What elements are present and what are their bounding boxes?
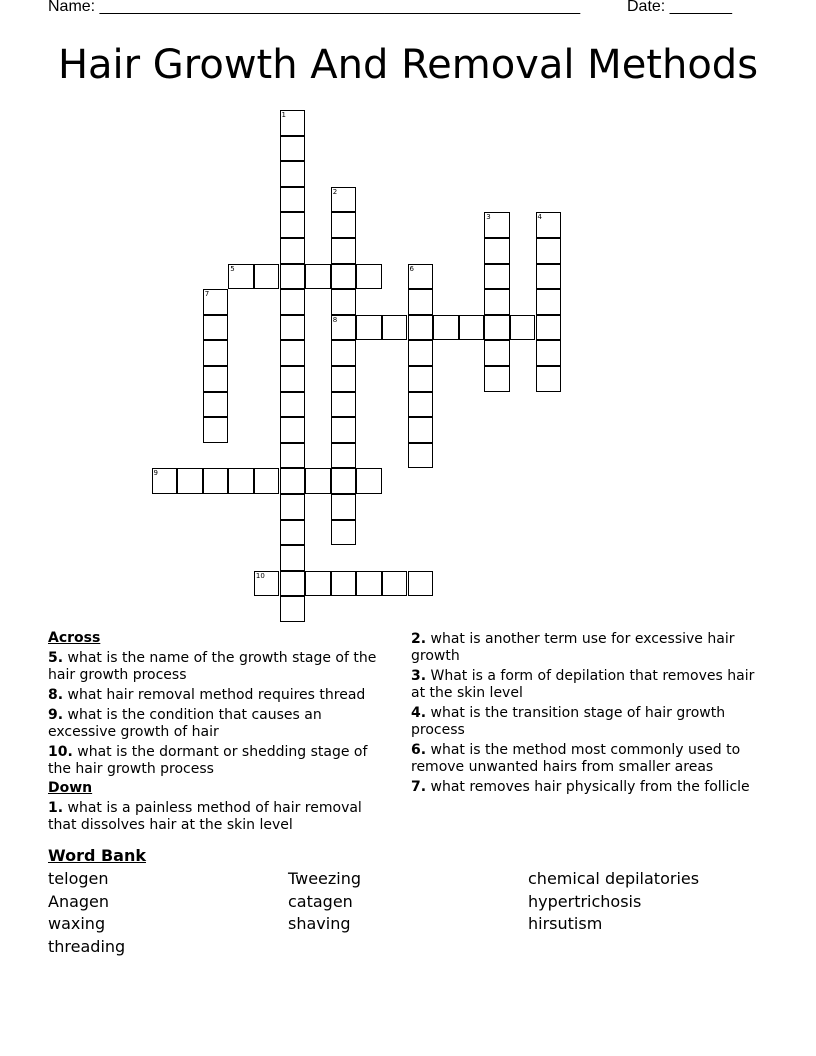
crossword-cell[interactable] [280, 571, 306, 597]
crossword-cell[interactable] [280, 161, 306, 187]
clue-text: what is another term use for excessive hair growth [411, 631, 735, 664]
crossword-cell[interactable] [305, 468, 331, 494]
word-bank [48, 868, 768, 958]
crossword-cell[interactable] [408, 443, 434, 469]
crossword-cell[interactable] [203, 340, 229, 366]
clue-number: 6. [411, 742, 427, 758]
crossword-cell[interactable] [331, 340, 357, 366]
crossword-cell[interactable] [484, 340, 510, 366]
crossword-cell[interactable] [280, 545, 306, 571]
crossword-cell[interactable] [356, 468, 382, 494]
clue-number: 1. [48, 800, 64, 816]
crossword-cell[interactable] [280, 468, 306, 494]
cell-number: 1 [281, 111, 286, 119]
clue-number: 9. [48, 707, 64, 723]
crossword-cell[interactable] [280, 264, 306, 290]
clue-down-3 [411, 668, 761, 702]
crossword-cell[interactable] [280, 494, 306, 520]
clue-text: what is the condition that causes an excessive growth of hair [48, 707, 322, 740]
crossword-cell[interactable] [280, 520, 306, 546]
crossword-cell[interactable] [536, 315, 562, 341]
crossword-cell[interactable] [408, 417, 434, 443]
word-bank-item: waxing [48, 914, 106, 933]
crossword-cell[interactable] [203, 468, 229, 494]
crossword-cell[interactable] [459, 315, 485, 341]
cell-number: 3 [486, 213, 491, 222]
crossword-cell[interactable] [356, 264, 382, 290]
crossword-cell[interactable] [356, 315, 382, 341]
crossword-cell[interactable] [536, 212, 562, 238]
crossword-cell[interactable] [510, 315, 536, 341]
clue-number: 4. [411, 705, 427, 721]
word-bank-item: Anagen [48, 891, 110, 911]
crossword-cell[interactable] [177, 468, 203, 494]
clue-text: what is the transition stage of hair growth process [411, 705, 726, 738]
crossword-cell[interactable] [356, 571, 382, 597]
word-bank-item: chemical depilatories [528, 869, 700, 888]
crossword-cell[interactable] [331, 366, 357, 392]
crossword-cell[interactable] [203, 366, 229, 392]
crossword-cell[interactable] [280, 366, 306, 392]
crossword-cell[interactable] [280, 340, 306, 366]
crossword-cell[interactable] [203, 417, 229, 443]
crossword-cell[interactable] [203, 289, 229, 315]
crossword-cell[interactable] [433, 315, 459, 341]
crossword-cell[interactable] [280, 596, 306, 622]
crossword-cell[interactable] [280, 136, 306, 162]
crossword-cell[interactable] [331, 264, 357, 290]
word-bank-item: catagen [288, 891, 353, 911]
crossword-cell[interactable] [484, 289, 510, 315]
clue-across-9 [48, 707, 393, 741]
crossword-cell[interactable] [203, 315, 229, 341]
crossword-cell[interactable] [280, 392, 306, 418]
word-bank-item: hypertrichosis [528, 891, 642, 911]
crossword-cell[interactable] [331, 443, 357, 469]
crossword-cell[interactable] [331, 468, 357, 494]
clues-left-column [48, 628, 393, 834]
crossword-cell[interactable] [228, 468, 254, 494]
crossword-cell[interactable] [536, 366, 562, 392]
clue-number: 8. [48, 687, 64, 703]
crossword-cell[interactable] [484, 238, 510, 264]
cell-number: 5 [230, 264, 235, 273]
word-bank-item: hirsutism [528, 914, 603, 933]
word-bank-item: shaving [288, 914, 351, 933]
crossword-cell[interactable] [331, 238, 357, 264]
clue-number: 3. [411, 668, 427, 684]
clue-down-1 [48, 800, 393, 834]
crossword-cell[interactable] [382, 571, 408, 597]
crossword-cell[interactable] [254, 571, 280, 597]
crossword-cell[interactable] [484, 264, 510, 290]
crossword-cell[interactable] [331, 571, 357, 597]
clues-right-column [411, 628, 761, 796]
crossword-cell[interactable] [280, 187, 306, 213]
clue-across-5 [48, 650, 393, 684]
clue-down-4 [411, 705, 761, 739]
crossword-cell[interactable] [331, 315, 357, 341]
crossword-cell[interactable] [484, 212, 510, 238]
crossword-cell[interactable] [305, 571, 331, 597]
crossword-cell[interactable] [408, 392, 434, 418]
cell-number: 9 [153, 469, 158, 478]
crossword-cell[interactable] [331, 417, 357, 443]
crossword-cell[interactable] [331, 187, 357, 213]
crossword-cell[interactable] [536, 340, 562, 366]
cell-number: 8 [332, 315, 338, 324]
crossword-cell[interactable] [536, 264, 562, 290]
cell-number: 4 [537, 213, 542, 222]
crossword-cell[interactable] [408, 366, 434, 392]
word-bank-item: telogen [48, 869, 109, 888]
crossword-cell[interactable] [254, 264, 280, 290]
crossword-cell[interactable] [331, 392, 357, 418]
crossword-cell[interactable] [152, 468, 178, 494]
crossword-cell[interactable] [484, 366, 510, 392]
clue-number: 2. [411, 631, 427, 647]
crossword-cell[interactable] [280, 417, 306, 443]
clue-number: 10. [48, 744, 73, 760]
page-title: Hair Growth And Removal Methods [57, 42, 759, 88]
crossword-cell[interactable] [536, 289, 562, 315]
crossword-cell[interactable] [484, 315, 510, 341]
cell-number: 10 [255, 571, 265, 580]
cell-number: 6 [409, 264, 414, 273]
crossword-cell[interactable] [280, 110, 306, 136]
crossword-cell[interactable] [408, 315, 434, 341]
crossword-cell[interactable] [280, 315, 306, 341]
crossword-cell[interactable] [408, 340, 434, 366]
crossword-cell[interactable] [382, 315, 408, 341]
word-bank-item: Tweezing [288, 869, 362, 888]
crossword-cell[interactable] [305, 264, 331, 290]
name-field[interactable]: Name: ______________________________________________________ [48, 0, 581, 15]
crossword-cell[interactable] [254, 468, 280, 494]
crossword-cell[interactable] [408, 264, 434, 290]
clue-down-6 [411, 742, 761, 776]
clue-down-2 [411, 631, 761, 665]
down-heading: Down [48, 780, 93, 796]
word-bank-item: threading [48, 936, 126, 956]
crossword-cell[interactable] [203, 392, 229, 418]
cell-number: 2 [332, 187, 338, 196]
clue-text: what removes hair physically from the follicle [430, 779, 750, 795]
clue-text: what is the method most commonly used to remove unwanted hairs from smaller areas [411, 742, 741, 775]
crossword-cell[interactable] [280, 212, 306, 238]
crossword-cell[interactable] [331, 289, 357, 315]
crossword-cell[interactable] [536, 238, 562, 264]
clue-down-7 [411, 779, 761, 796]
clue-number: 7. [411, 779, 427, 795]
across-heading: Across [48, 630, 101, 646]
clue-text: What is a form of depilation that removes hair at the skin level [411, 668, 755, 701]
clue-across-10 [48, 744, 393, 778]
crossword-cell[interactable] [280, 443, 306, 469]
date-field[interactable]: Date: _______ [627, 0, 732, 15]
crossword-cell[interactable] [331, 520, 357, 546]
clue-text: what hair removal method requires thread [67, 687, 366, 703]
word-bank-title: Word Bank [48, 846, 147, 865]
crossword-cell[interactable] [280, 238, 306, 264]
clue-text: what is the dormant or shedding stage of the hair growth process [48, 744, 368, 777]
crossword-cell[interactable] [228, 264, 254, 290]
crossword-cell[interactable] [408, 289, 434, 315]
crossword-cell[interactable] [331, 212, 357, 238]
clue-number: 5. [48, 650, 64, 666]
clue-across-8 [48, 687, 393, 704]
crossword-cell[interactable] [408, 571, 434, 597]
crossword-cell[interactable] [331, 494, 357, 520]
crossword-cell[interactable] [280, 289, 306, 315]
cell-number: 7 [204, 290, 210, 299]
clue-text: what is a painless method of hair removal that dissolves hair at the skin level [48, 800, 362, 833]
clue-text: what is the name of the growth stage of the hair growth process [48, 650, 377, 683]
